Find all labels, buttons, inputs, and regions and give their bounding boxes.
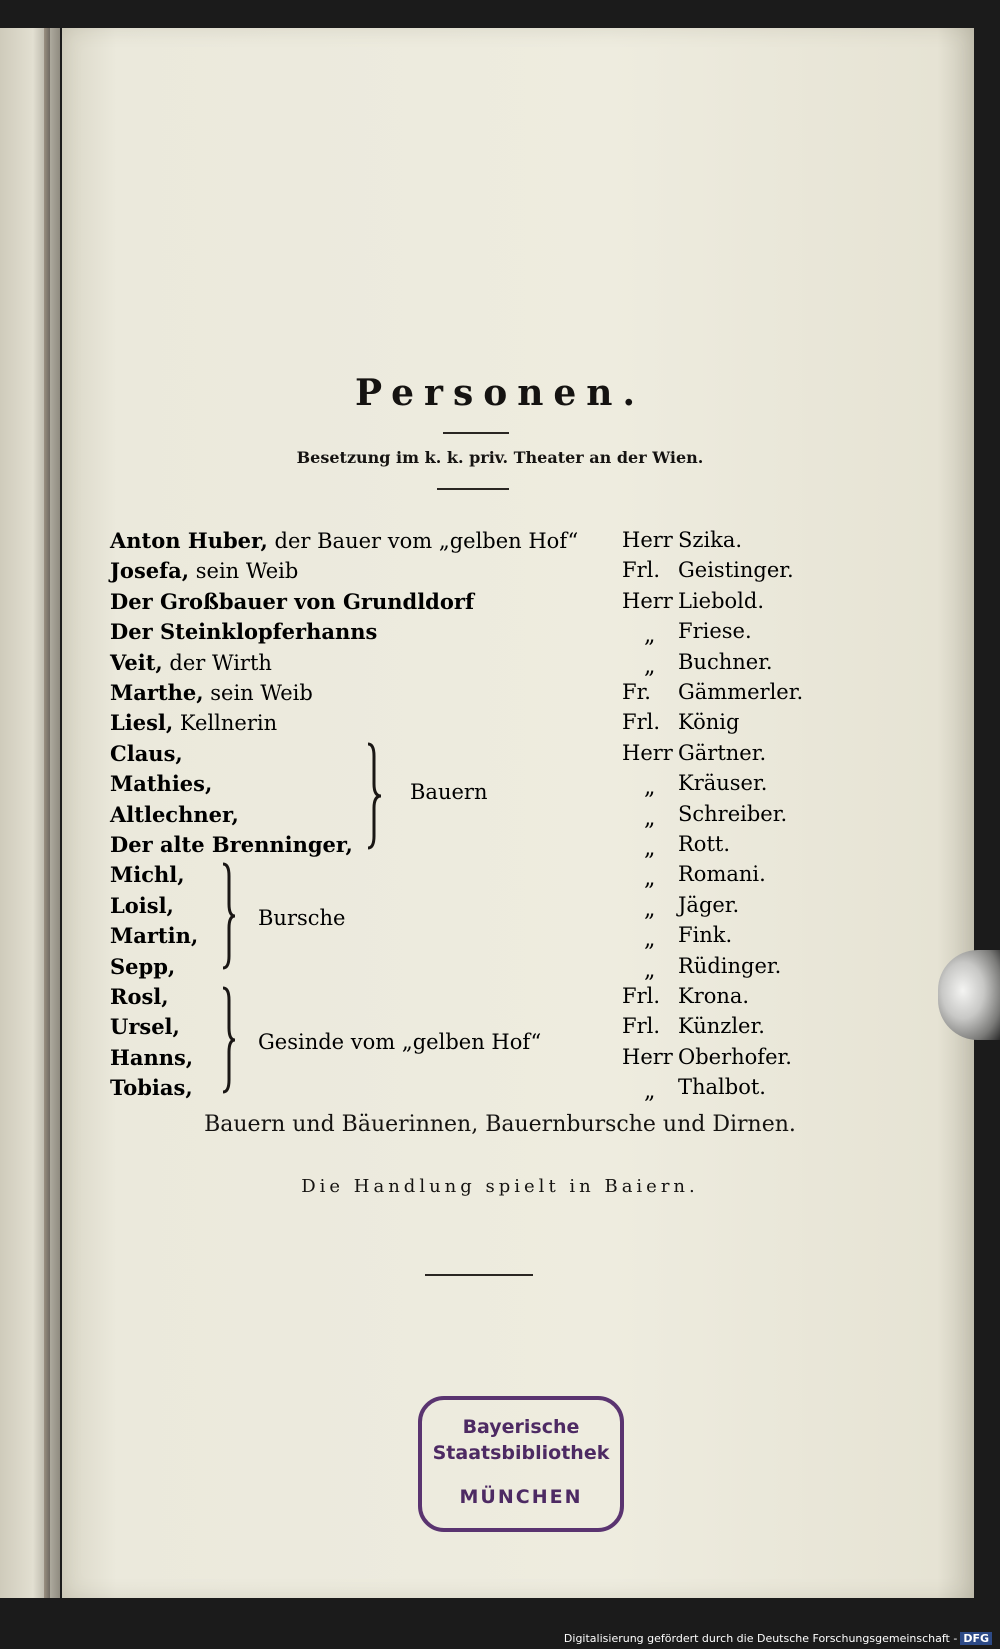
role-name-main: Claus,: [110, 741, 183, 766]
stamp-line-2: Staatsbibliothek: [432, 1442, 610, 1464]
page-turn-tab[interactable]: [938, 950, 1000, 1040]
role-name: [110, 589, 474, 614]
actor-name: Geistinger.: [678, 558, 794, 582]
title-rule: [443, 432, 509, 434]
role-name: [110, 954, 175, 979]
role-name: [110, 650, 272, 675]
cast-subtitle: Besetzung im k. k. priv. Theater an der Wien.: [296, 448, 704, 467]
actor-name: Friese.: [678, 619, 752, 643]
stamp-line-3: MÜNCHEN: [459, 1486, 583, 1508]
role-name: [110, 741, 183, 766]
role-description: der Bauer vom „gelben Hof“: [267, 529, 579, 553]
role-name-main: Marthe,: [110, 680, 204, 705]
role-name-main: Der Großbauer von Grundldorf: [110, 589, 474, 614]
footer-credit: [564, 1632, 992, 1645]
role-description: sein Weib: [189, 559, 299, 583]
role-name: [110, 923, 198, 948]
group-label-gesinde: Gesinde vom „gelben Hof“: [258, 1030, 542, 1054]
role-name-main: Rosl,: [110, 984, 169, 1009]
actor-name: Oberhofer.: [678, 1045, 792, 1069]
role-description: Kellnerin: [173, 711, 278, 735]
role-name-main: Mathies,: [110, 771, 213, 796]
role-name-main: Der Steinklopferhanns: [110, 619, 378, 644]
ditto-mark: „: [644, 836, 656, 861]
actor-name: Thalbot.: [678, 1075, 766, 1099]
role-name: [110, 893, 174, 918]
role-name: [110, 771, 212, 796]
actor-title: Herr: [622, 589, 673, 613]
footer-text: Digitalisierung gefördert durch die Deutsche Forschungsgemeinschaft -: [563, 1632, 958, 1645]
role-name: [110, 1075, 193, 1100]
chorus-line: Bauern und Bäuerinnen, Bauernbursche und Dirnen.: [204, 1112, 796, 1137]
actor-name: Gämmerler.: [678, 680, 804, 704]
ditto-mark: „: [644, 775, 656, 800]
page-title: Personen.: [354, 372, 646, 414]
ditto-mark: „: [644, 654, 656, 679]
actor-name: Liebold.: [678, 589, 765, 613]
ditto-mark: „: [644, 623, 656, 648]
role-name: [110, 710, 277, 735]
role-name: [110, 558, 298, 583]
brace-bursche: [221, 862, 237, 970]
ditto-mark: „: [644, 897, 656, 922]
actor-title: Frl.: [622, 1014, 661, 1038]
brace-bauern: [364, 742, 384, 850]
actor-name: König: [678, 710, 740, 734]
actor-name: Künzler.: [678, 1014, 765, 1038]
actor-name: Krona.: [678, 984, 750, 1008]
actor-name: Fink.: [678, 923, 733, 947]
ditto-mark: „: [644, 1079, 656, 1104]
role-name-main: Sepp,: [110, 954, 176, 979]
actor-title: Herr: [622, 528, 673, 552]
role-name-main: Martin,: [110, 923, 199, 948]
actor-title: Herr: [622, 741, 673, 765]
actor-name: Buchner.: [678, 650, 773, 674]
actor-name: Rüdinger.: [678, 954, 782, 978]
stamp-line-1: Bayerische: [462, 1416, 580, 1438]
role-name-main: Josefa,: [110, 558, 190, 583]
ditto-mark: „: [644, 958, 656, 983]
group-label-bursche: Bursche: [258, 906, 346, 930]
actor-name: Szika.: [678, 528, 743, 552]
actor-name: Kräuser.: [678, 771, 768, 795]
ditto-mark: „: [644, 927, 656, 952]
role-description: der Wirth: [162, 651, 272, 675]
role-name-main: Der alte Brenninger,: [110, 832, 353, 857]
actor-name: Gärtner.: [678, 741, 767, 765]
role-name: [110, 680, 313, 705]
role-name: [110, 832, 353, 857]
role-name-main: Michl,: [110, 862, 185, 887]
role-name-main: Altlechner,: [110, 802, 239, 827]
actor-title: Fr.: [622, 680, 651, 704]
actor-title: Frl.: [622, 710, 661, 734]
role-name-main: Tobias,: [110, 1075, 193, 1100]
actor-title: Frl.: [622, 984, 661, 1008]
role-name-main: Loisl,: [110, 893, 174, 918]
facing-page-edge: [0, 28, 60, 1598]
role-name-main: Hanns,: [110, 1045, 194, 1070]
role-name-main: Liesl,: [110, 710, 174, 735]
actor-name: Jäger.: [678, 893, 740, 917]
actor-title: Herr: [622, 1045, 673, 1069]
role-name-main: Ursel,: [110, 1014, 180, 1039]
brace-gesinde: [221, 986, 237, 1094]
actor-title: Frl.: [622, 558, 661, 582]
role-name-main: Anton Huber,: [110, 528, 268, 553]
role-name: [110, 528, 578, 553]
role-name: [110, 984, 169, 1009]
role-name: [110, 1014, 180, 1039]
binding-edge: [44, 28, 50, 1598]
role-name: [110, 802, 239, 827]
library-stamp: [418, 1396, 624, 1532]
ditto-mark: „: [644, 866, 656, 891]
dfg-logo: DFG: [960, 1632, 992, 1645]
role-name: [110, 862, 185, 887]
actor-name: Romani.: [678, 862, 766, 886]
closing-rule: [425, 1274, 533, 1276]
role-name-main: Veit,: [110, 650, 163, 675]
role-name: [110, 1045, 193, 1070]
actor-name: Rott.: [678, 832, 731, 856]
ditto-mark: „: [644, 806, 656, 831]
scene-note: Die Handlung spielt in Baiern.: [301, 1176, 699, 1197]
role-name: [110, 619, 377, 644]
subtitle-rule: [437, 488, 509, 490]
group-label-bauern: Bauern: [410, 780, 488, 804]
role-description: sein Weib: [203, 681, 313, 705]
actor-name: Schreiber.: [678, 802, 788, 826]
